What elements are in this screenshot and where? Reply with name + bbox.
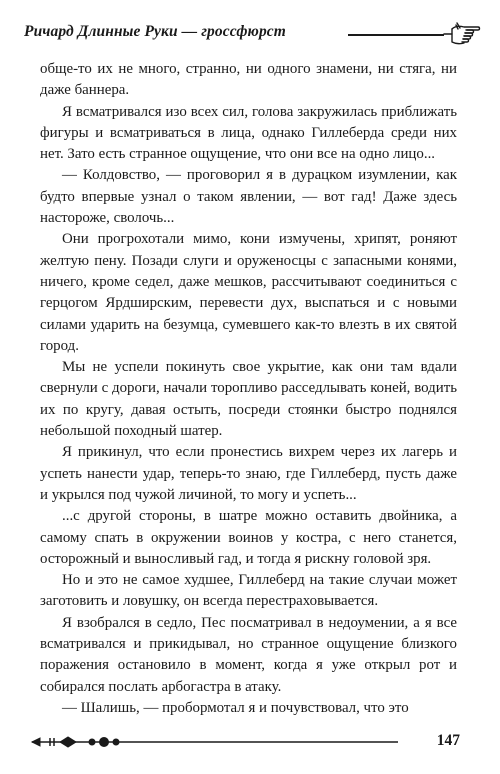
page-text (40, 59, 457, 719)
paragraph: — Шалишь, — пробормотал я и почувствовал, что это (62, 699, 409, 716)
running-header (24, 16, 482, 50)
paragraph: — Колдовство, — проговорил я в дурацком изумлении, как будто впервые узнал о таком явлении, — вот гад! Даже здесь настороже, сволочь... (40, 167, 457, 227)
paragraph: Я взобрался в седло, Пес посматривал в недоумении, а я все всматривался и прикидывал, но странное ощущение близкого поражения остановило в момент, когда я уже открыл рот и собирался послать арбогастра в атаку. (40, 614, 457, 695)
paragraph: Мы не успели покинуть свое укрытие, как они там вдали свернули с дороги, начали торопливо расседлывать коней, водить их по кругу, давая остыть, посреди стоянки быстро поднялся небольшой походный шатер. (40, 359, 457, 440)
arrow-ornament-icon (30, 732, 400, 752)
paragraph: Я прикинул, что если пронестись вихрем через их лагерь и успеть нанести удар, теперь-то знаю, где Гиллеберд, пусть даже и укрылся под чужой личиной, то могу и успеть... (40, 444, 457, 503)
paragraph: Я всматривался изо всех сил, голова закружилась приближать фигуры и всматриваться в лица, однако Гиллеберда среди них нет. Зато есть странное ощущение, что они все на одно лицо... (40, 103, 457, 163)
paragraph: обще-то их не много, странно, ни одного знамени, ни стяга, ни даже баннера. (40, 61, 457, 99)
pointing-hand-icon (442, 20, 482, 48)
header-rule (348, 34, 444, 36)
page-footer (30, 732, 460, 752)
paragraph: Но и это не самое худшее, Гиллеберд на такие случаи может заготовить и ловушку, он всегда перестраховывается. (40, 572, 457, 610)
paragraph: Они прогрохотали мимо, кони измучены, хрипят, роняют желтую пену. Позади слуги и оруженосцы с запасными конями, ничего, кроме седел, даже мешков, рассчитывают соединиться с герцогом Ярдширским, перевести дух, выспаться и с новыми силами ударить на безумца, сумевшего как-то влезть в их святой город. (40, 231, 457, 354)
paragraph: ...с другой стороны, в шатре можно оставить двойника, а самому спать в окружении воинов у костра, с него станется, осторожный и выносливый гад, и тогда я рискну головой зря. (40, 508, 457, 567)
page-number: 147 (436, 732, 460, 749)
running-title: Ричард Длинные Руки — гроссфюрст (24, 23, 286, 40)
